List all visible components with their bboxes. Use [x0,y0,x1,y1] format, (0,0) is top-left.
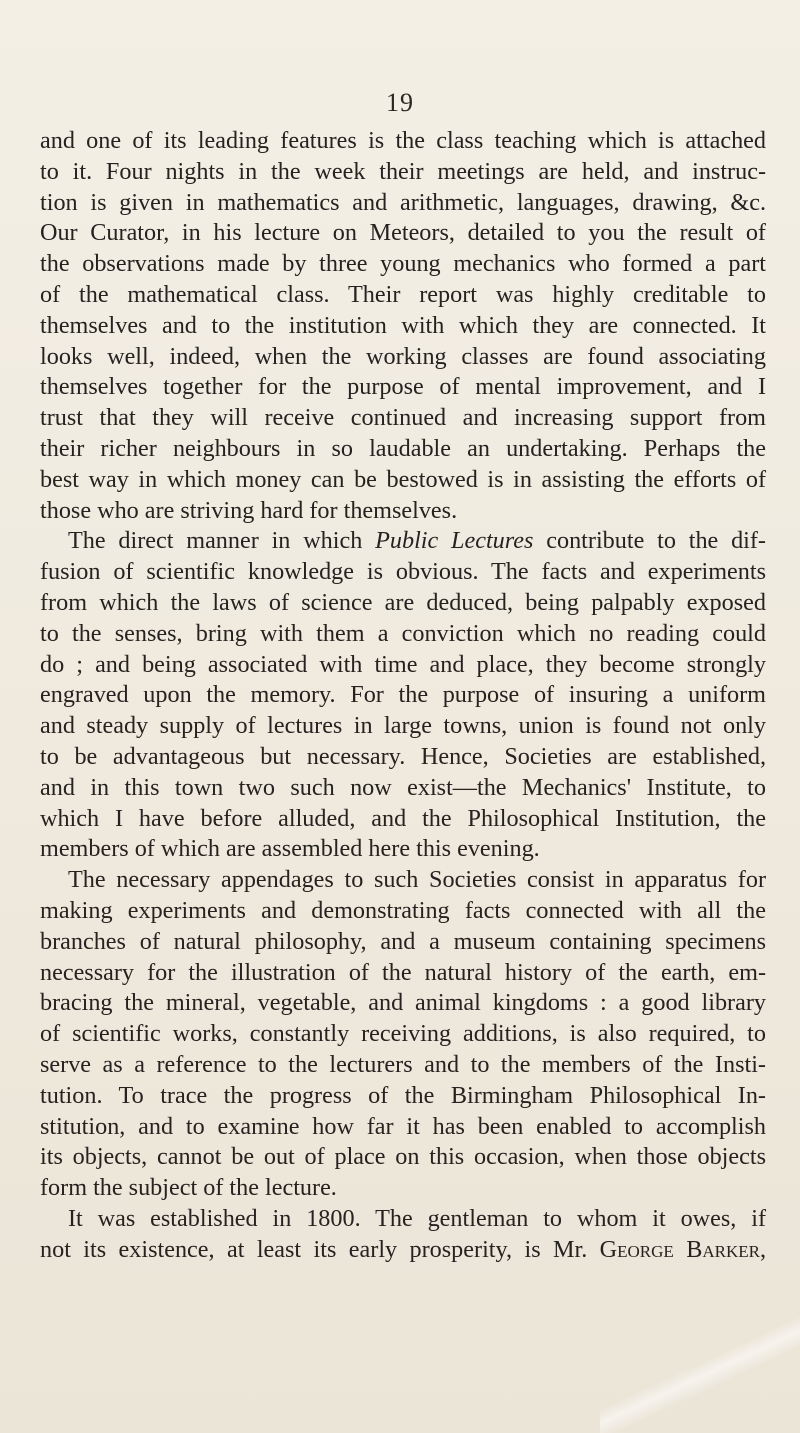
text-line: and steady supply of lectures in large towns, union is found not only [40,712,766,740]
text-line: to be advantageous but necessary. Hence, Societies are established, [40,742,766,770]
text-line: and in this town two such now exist—the Mechanics' Institute, to [40,773,766,801]
text-line: trust that they will receive continued and increasing support from [40,404,766,432]
person-name: George Barker, [599,1235,766,1263]
italic-phrase: Public Lectures [375,527,534,555]
text-line-with-name [40,1235,766,1266]
text-line: members of which are assembled here this evening. [40,835,540,863]
text-line: its objects, cannot be out of place on this occasion, when those objects [40,1143,766,1171]
text-segment: contribute to the dif- [533,527,766,555]
text-line: their richer neighbours in so laudable an undertaking. Perhaps the [40,434,766,462]
text-line: It was established in 1800. The gentleman to whom it owes, if [68,1204,766,1232]
text-line: fusion of scientific knowledge is obvious. The facts and experiments [40,558,766,586]
text-line: which I have before alluded, and the Philosophical Institution, the [40,804,766,832]
text-line: bracing the mineral, vegetable, and animal kingdoms : a good library [40,989,766,1017]
text-line: serve as a reference to the lecturers and to the members of the Insti- [40,1050,766,1078]
text-line: form the subject of the lecture. [40,1174,337,1202]
text-line: stitution, and to examine how far it has been enabled to accomplish [40,1112,766,1140]
text-line: to the senses, bring with them a conviction which no reading could [40,619,766,647]
text-line: The necessary appendages to such Societies consist in apparatus for [68,866,766,894]
text-line: making experiments and demonstrating facts connected with all the [40,896,766,924]
text-segment: not its existence, at least its early prosperity, is Mr. [40,1235,600,1263]
body-text [40,126,766,1265]
text-segment: The direct manner in which [68,527,376,555]
text-line: of the mathematical class. Their report was highly creditable to [40,280,766,308]
text-line: looks well, indeed, when the working classes are found associating [40,342,766,370]
text-line: tution. To trace the progress of the Birmingham Philosophical In- [40,1081,766,1109]
scan-highlight [600,1313,800,1433]
text-line: best way in which money can be bestowed is in assisting the efforts of [40,465,766,493]
text-line: and one of its leading features is the class teaching which is attached [40,127,766,154]
page-number: 19 [386,88,414,117]
text-line: of scientific works, constantly receiving additions, is also required, to [40,1020,766,1048]
text-line: Our Curator, in his lecture on Meteors, detailed to you the result of [40,219,766,247]
text-line: the observations made by three young mechanics who formed a part [40,250,766,278]
text-line: those who are striving hard for themselves. [40,496,458,524]
text-line-with-italic [40,526,766,557]
text-line: branches of natural philosophy, and a museum containing specimens [40,927,766,955]
text-line: engraved upon the memory. For the purpose of insuring a uniform [40,681,766,709]
text-line: themselves and to the institution with which they are connected. It [40,311,766,339]
text-line: themselves together for the purpose of mental improvement, and I [40,373,766,401]
text-line: tion is given in mathematics and arithmetic, languages, drawing, &c. [40,188,766,216]
text-line: do ; and being associated with time and place, they become strongly [40,650,766,678]
text-line: from which the laws of science are deduced, being palpably exposed [40,588,766,616]
text-line: necessary for the illustration of the natural history of the earth, em- [40,958,766,986]
text-line: to it. Four nights in the week their meetings are held, and instruc- [40,157,766,185]
